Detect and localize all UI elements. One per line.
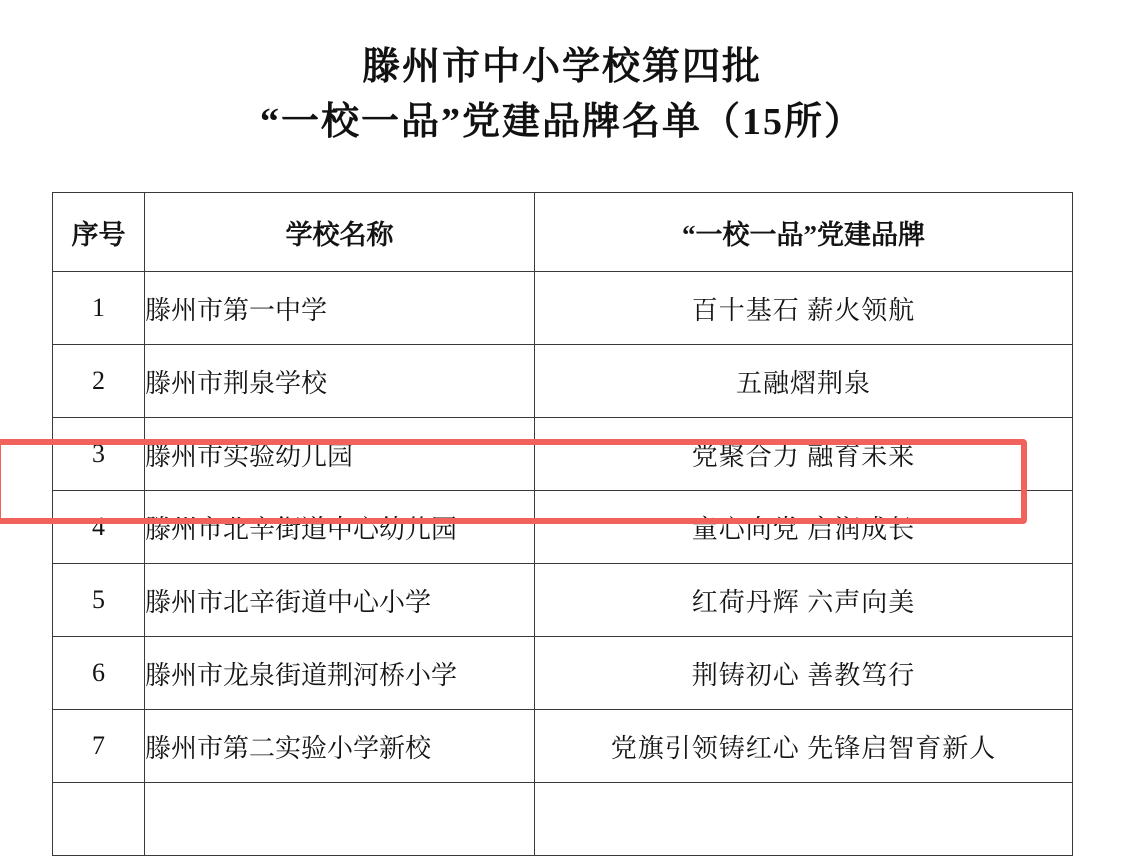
table-row (53, 418, 1073, 491)
table-row-highlighted (53, 637, 1073, 710)
cell-index (53, 783, 145, 856)
cell-index: 4 (53, 491, 145, 564)
cell-school (145, 783, 535, 856)
cell-index: 2 (53, 345, 145, 418)
cell-brand: 党聚合力 融育未来 (535, 418, 1073, 491)
cell-index: 5 (53, 564, 145, 637)
table-row (53, 272, 1073, 345)
table-container (52, 192, 1072, 856)
brand-list-table (52, 192, 1073, 856)
table-row (53, 710, 1073, 783)
cell-brand: 荆铸初心 善教笃行 (535, 637, 1073, 710)
cell-brand: 党旗引领铸红心 先锋启智育新人 (535, 710, 1073, 783)
cell-index: 3 (53, 418, 145, 491)
cell-school: 滕州市第二实验小学新校 (145, 710, 535, 783)
cell-brand: 五融熠荆泉 (535, 345, 1073, 418)
column-header-school: 学校名称 (145, 193, 535, 272)
cell-brand: 百十基石 薪火领航 (535, 272, 1073, 345)
cell-school: 滕州市龙泉街道荆河桥小学 (145, 637, 535, 710)
cell-school: 滕州市荆泉学校 (145, 345, 535, 418)
table-header-row (53, 193, 1073, 272)
cell-brand (535, 783, 1073, 856)
cell-brand: 红荷丹辉 六声向美 (535, 564, 1073, 637)
table-row-partial (53, 783, 1073, 856)
cell-brand: 童心向党 启润成长 (535, 491, 1073, 564)
document-title (0, 0, 1124, 150)
title-line-2: “一校一品”党建品牌名单（15所） (259, 101, 864, 144)
cell-school: 滕州市北辛街道中心小学 (145, 564, 535, 637)
cell-index: 6 (53, 637, 145, 710)
cell-school: 滕州市第一中学 (145, 272, 535, 345)
cell-index: 1 (53, 272, 145, 345)
cell-school: 滕州市实验幼儿园 (145, 418, 535, 491)
table-row (53, 345, 1073, 418)
cell-school: 滕州市北辛街道中心幼儿园 (145, 491, 535, 564)
table-row (53, 564, 1073, 637)
column-header-index: 序号 (53, 193, 145, 272)
cell-index: 7 (53, 710, 145, 783)
title-line-1: 滕州市中小学校第四批 (361, 46, 762, 88)
column-header-brand: “一校一品”党建品牌 (535, 193, 1073, 272)
table-row (53, 491, 1073, 564)
